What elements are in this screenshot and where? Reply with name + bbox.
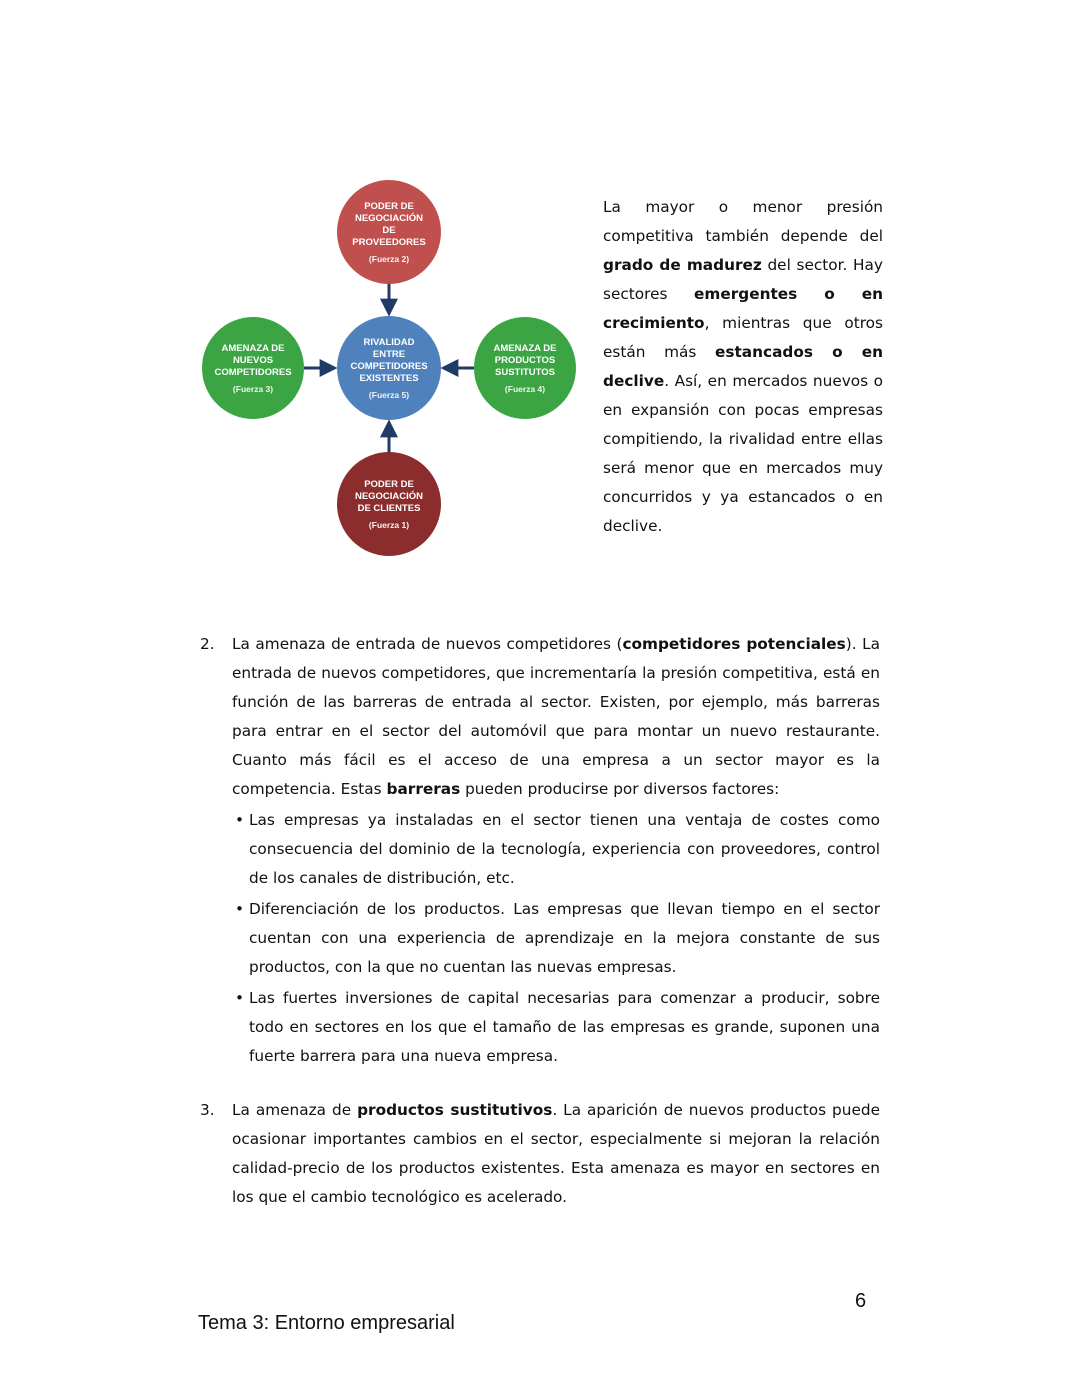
force-number-label: (Fuerza 5) [368, 390, 410, 400]
footer-title: Tema 3: Entorno empresarial [198, 1312, 455, 1334]
force-label-line: DE [382, 225, 396, 236]
barriers-bullet-list [200, 806, 880, 1071]
force-label-line: ENTRE [372, 349, 406, 360]
force-label-line: NUEVOS [232, 355, 274, 366]
force-label-line: AMENAZA DE [493, 343, 557, 354]
side-paragraph: La mayor o menor presión competitiva también depende del grado de madurez del sector. Hay sectores emergentes o en crecimiento, mientras que otros están más estancados o en declive. Así, en mercados nuevos o en expansión con pocas empresas compitiendo, la rivalidad entre ellas será menor que en mercados muy concurridos y ya estancados o en declive. [603, 198, 883, 535]
page-number: 6 [855, 1290, 867, 1312]
force-number-label: (Fuerza 3) [232, 384, 274, 394]
force-label-line: SUSTITUTOS [495, 367, 555, 378]
force-label-line: NEGOCIACIÓN [354, 491, 424, 502]
force-number-label: (Fuerza 4) [504, 384, 546, 394]
list-item-3: 3. La amenaza de productos sustitutivos. La aparición de nuevos productos puede ocasionar importantes cambios en el sector, especialmente si mejoran la relación calidad-precio de los productos existentes. Esta amenaza es mayor en sectores en los que el cambio tecnológico es acelerado. [200, 1096, 880, 1212]
force-node-left [202, 317, 304, 419]
bullet-item: • Diferenciación de los productos. Las empresas que llevan tiempo en el sector cuentan con una experiencia de aprendizaje en la mejora constante de sus productos, con la que no cuentan las nuevas empresas. [237, 895, 880, 982]
force-node-top [337, 180, 441, 284]
force-number-label: (Fuerza 2) [368, 254, 410, 264]
bullet-item: • Las fuertes inversiones de capital necesarias para comenzar a producir, sobre todo en sectores en los que el tamaño de las empresas es grande, suponen una fuerte barrera para una nueva empresa. [237, 984, 880, 1071]
force-node-bottom [337, 452, 441, 556]
porter-five-forces-diagram [190, 170, 590, 570]
force-label-line: DE CLIENTES [357, 503, 421, 514]
force-label-line: PRODUCTOS [494, 355, 556, 366]
list-item-2: 2. La amenaza de entrada de nuevos competidores (competidores potenciales). La entrada de nuevos competidores, que incrementaría la presión competitiva, está en función de las barreras de entrada al sector. Existen, por ejemplo, más barreras para entrar en el sector del automóvil que para montar un nuevo restaurante. Cuanto más fácil es el acceso de una empresa a un sector mayor es la competencia. Estas barreras pueden producirse por diversos factores: • Las empresas ya instaladas en el sector tienen una ventaja de costes como consecuencia del dominio de la tecnología, experiencia con proveedores, control de los canales de distribución, etc. • Diferenciación de los productos. Las empresas que llevan tiempo en el sector cuentan con una experiencia de aprendizaje en la mejora constante de sus productos, con la que no cuentan las nuevas empresas. • Las fuertes inversiones de capital necesarias para comenzar a producir, sobre todo en sectores en los que el tamaño de las empresas es grande, suponen una fuerte barrera para una nueva empresa. [200, 630, 880, 1073]
force-label-line: PODER DE [364, 479, 414, 490]
item-number: 2. [200, 635, 215, 653]
item-number: 3. [200, 1101, 215, 1119]
force-label-line: EXISTENTES [359, 373, 419, 384]
force-label-line: PROVEEDORES [352, 237, 426, 248]
force-number-label: (Fuerza 1) [368, 520, 410, 530]
force-label-line: COMPETIDORES [350, 361, 428, 372]
force-label-line: RIVALIDAD [363, 337, 415, 348]
bullet-item: • Las empresas ya instaladas en el sector tienen una ventaja de costes como consecuencia del dominio de la tecnología, experiencia con proveedores, control de los canales de distribución, etc. [237, 806, 880, 893]
force-node-right [474, 317, 576, 419]
force-node-center [337, 316, 441, 420]
force-label-line: COMPETIDORES [214, 367, 292, 378]
force-label-line: AMENAZA DE [221, 343, 285, 354]
force-label-line: NEGOCIACIÓN [354, 213, 424, 224]
force-label-line: PODER DE [364, 201, 414, 212]
